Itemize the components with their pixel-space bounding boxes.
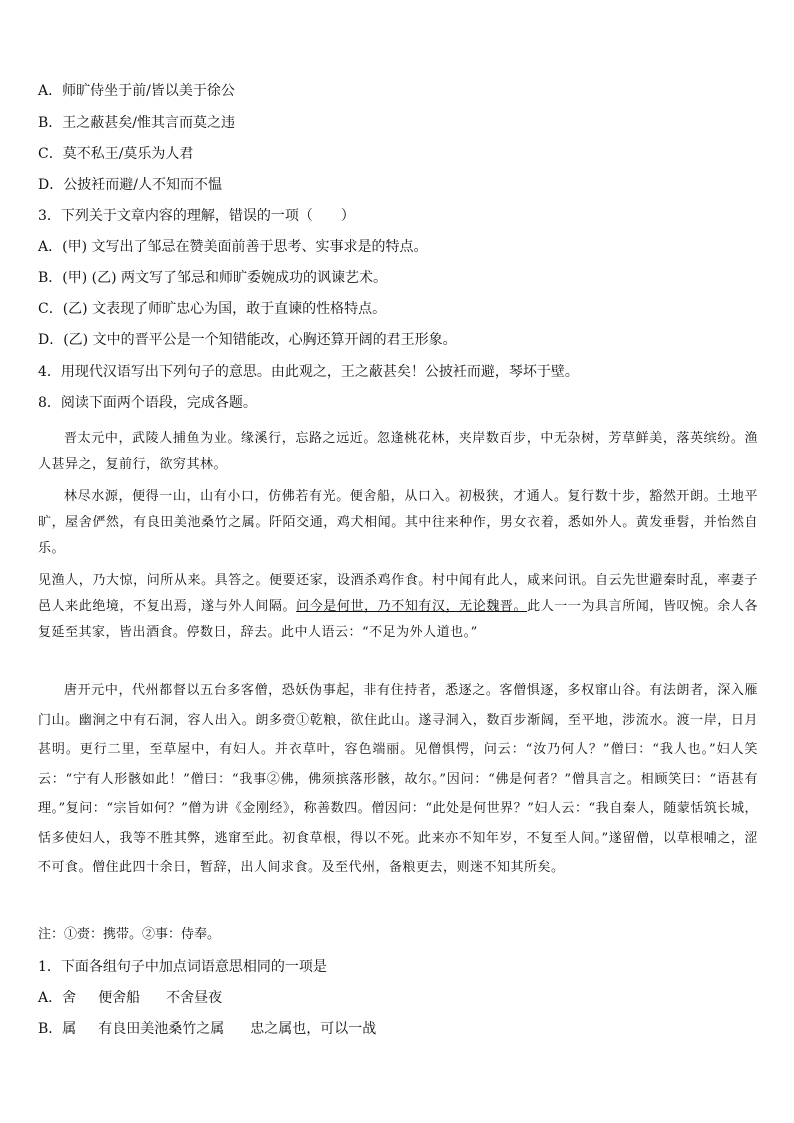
q1-row-a-sentence2: 不舍昼夜 [166, 990, 223, 1006]
q1-row-b [38, 1020, 376, 1038]
passage1-underlined-sentence: 问今是何世，乃不知有汉，无论魏晋。 [296, 599, 528, 614]
question-8-intro: 8．阅读下面两个语段，完成各题。 [38, 395, 257, 411]
option-d-q2: D．公披衽而避/人不知而不愠 [38, 177, 222, 193]
passage1-para2: 林尽水源，便得一山，山有小口，仿佛若有光。便舍船，从口入。初极狭，才通人。复行数十步，豁然开朗。土地平旷，屋舍俨然，有良田美池桑竹之属。阡陌交通，鸡犬相闻。其中往来种作，男女衣着，悉如外人。黄发垂髫，并怡然自乐。 [38, 489, 758, 556]
passage1-para3-after: 此人一一为具言所闻，皆叹惋。余人各复延至其家，皆出酒食。停数日，辞去。此中人语云：“不足为外人道也。” [38, 599, 758, 640]
passage2-para: 唐开元中，代州都督以五台多客僧，恐妖伪事起，非有住持者，悉逐之。客僧惧逐，多权窜山谷。有法朗者，深入雁门山。幽涧之中有石洞，容人出入。朗多赍①乾粮，欲住此山。遂寻洞入，数百步渐阔，至平地，涉流水。渡一岸，日月甚明。更行二里，至草屋中，有妇人。并衣草叶，容色端丽。见僧惧愕，问云：“汝乃何人？”僧曰：“我人也。”妇人笑云：“宁有人形骸如此！”僧曰：“我事②佛，佛须摈落形骸，故尔。”因问：“佛是何者？”僧具言之。相顾笑曰：“语甚有理。”复问：“宗旨如何？”僧为讲《金刚经》，称善数四。僧因问：“此处是何世界？”妇人云：“我自秦人，随蒙恬筑长城，恬多使妇人，我等不胜其弊，逃窜至此。初食草根，得以不死。此来亦不知年岁，不复至人间。”遂留僧，以草根哺之，涩不可食。僧住此四十余日，暂辞，出人间求食。及至代州，备粮更去，则迷不知其所矣。 [38, 683, 758, 875]
option-b-q2: B．王之蔽甚矣/惟其言而莫之违 [38, 115, 236, 131]
q3-option-b: B．(甲) (乙) 两文写了邹忌和师旷委婉成功的讽谏艺术。 [38, 270, 388, 286]
question-1-stem: 1．下面各组句子中加点词语意思相同的一项是 [38, 959, 327, 975]
question-4: 4．用现代汉语写出下列句子的意思。由此观之，王之蔽甚矣！公披衽而避，琴坏于壁。 [38, 364, 579, 380]
q3-option-a: A．(甲) 文写出了邹忌在赞美面前善于思考、实事求是的特点。 [38, 239, 428, 255]
q1-row-b-label: B．属 [38, 1021, 77, 1037]
q1-row-a-sentence1: 便舍船 [98, 990, 141, 1006]
passage-taohuayuan [38, 426, 758, 646]
passage1-para1: 晋太元中，武陵人捕鱼为业。缘溪行，忘路之远近。忽逢桃花林，夹岸数百步，中无杂树，芳草鲜美，落英缤纷。渔人甚异之，复前行，欲穷其林。 [38, 431, 758, 472]
q1-row-b-sentence1: 有良田美池桑竹之属 [98, 1021, 225, 1037]
annotation-note: 注：①赍：携带。②事：侍奉。 [38, 927, 221, 942]
option-c-q2: C．莫不私王/莫乐为人君 [38, 146, 194, 162]
q1-row-b-sentence2: 忠之属也，可以一战 [250, 1021, 377, 1037]
passage-tang-kaiyuan [38, 676, 758, 883]
q1-row-a-label: A．舍 [38, 990, 77, 1006]
q1-row-a [38, 989, 222, 1007]
question-3-stem: 3．下列关于文章内容的理解，错误的一项（ ） [38, 208, 355, 224]
q3-option-c: C．(乙) 文表现了师旷忠心为国，敢于直谏的性格特点。 [38, 301, 387, 317]
option-a-q2: A．师旷侍坐于前/皆以美于徐公 [38, 83, 235, 99]
passage1-para3-before: 见渔人，乃大惊，问所从来。具答之。便要还家，设酒杀鸡作食。村中闻有此人，咸来问讯。自云先世避秦时乱，率妻子邑人来此绝境，不复出焉，遂与外人间隔。 [38, 573, 758, 614]
passage1-para3 [38, 568, 758, 646]
q3-option-d: D．(乙) 文中的晋平公是一个知错能改，心胸还算开阔的君王形象。 [38, 332, 457, 348]
